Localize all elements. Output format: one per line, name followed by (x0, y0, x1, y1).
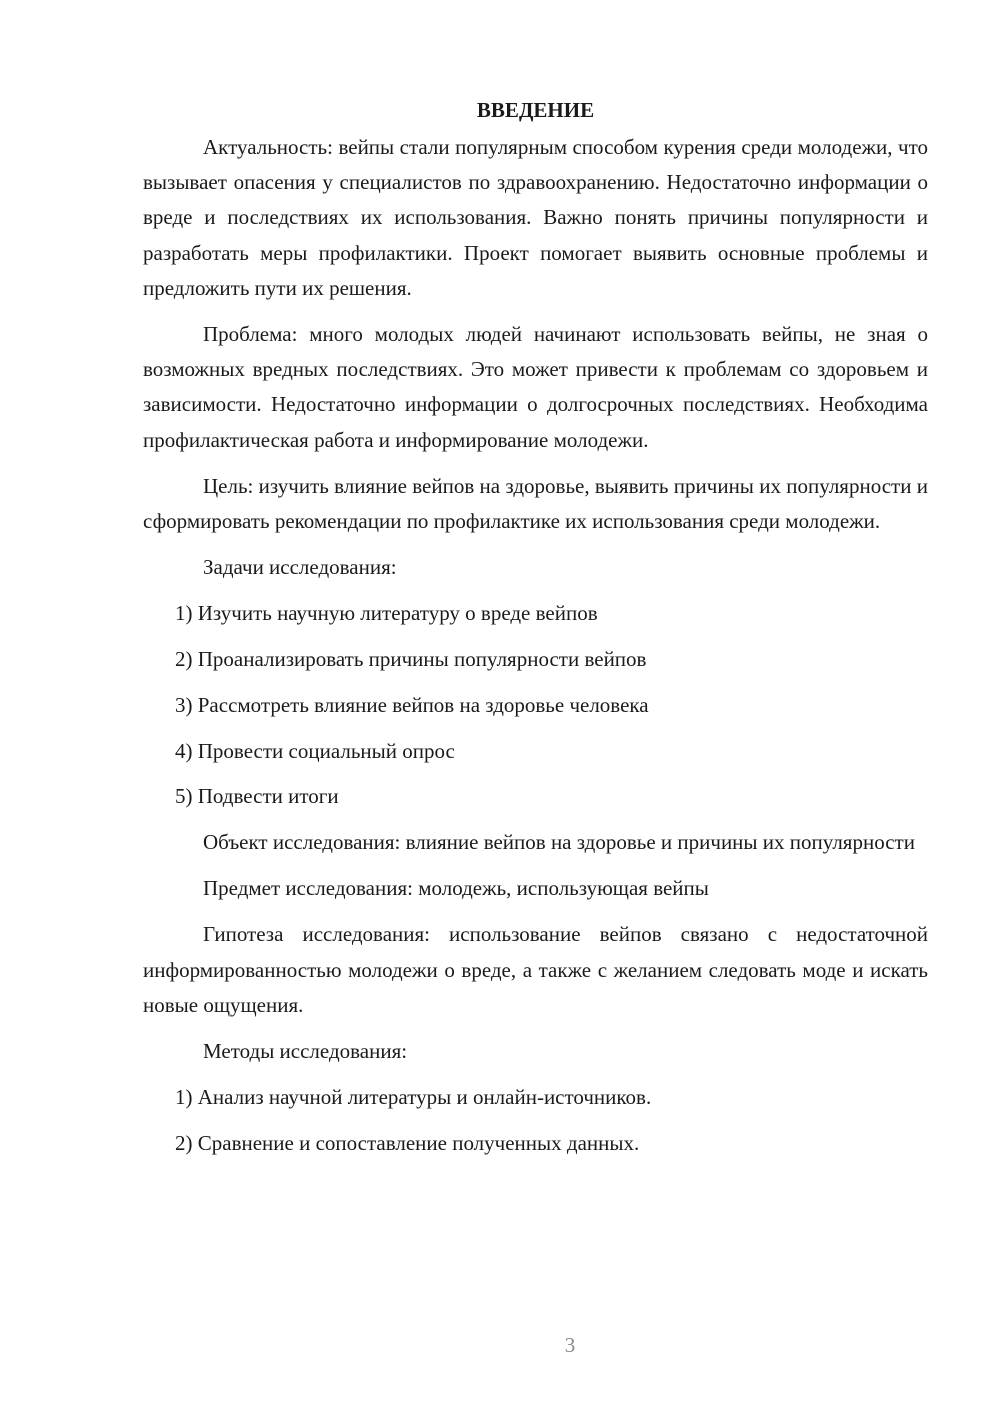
list-item: 3) Рассмотреть влияние вейпов на здоровье человека (175, 692, 649, 717)
paragraph-relevance: Актуальность: вейпы стали популярным способом курения среди молодежи, что вызывает опасения у специалистов по здравоохранению. Недостаточно информации о вреде и последствиях их использования. Важно понять причины популярности и разработать меры профилактики. Проект помогает выявить основные проблемы и предложить пути их решения. (143, 135, 928, 300)
paragraph-subject: Предмет исследования: молодежь, использующая вейпы (203, 876, 709, 901)
list-item: 1) Изучить научную литературу о вреде вейпов (175, 601, 598, 626)
methods-list (143, 1080, 928, 1161)
list-item: 1) Анализ научной литературы и онлайн-источников. (175, 1085, 652, 1110)
paragraph-goal: Цель: изучить влияние вейпов на здоровье, выявить причины их популярности и сформировать рекомендации по профилактике их использования среди молодежи. (143, 473, 928, 534)
list-item: 2) Проанализировать причины популярности вейпов (175, 647, 647, 672)
list-item: 4) Провести социальный опрос (175, 738, 455, 763)
list-item: 5) Подвести итоги (175, 784, 339, 809)
methods-heading: Методы исследования: (203, 1038, 408, 1063)
section-title: ВВЕДЕНИЕ (476, 98, 595, 122)
paragraph-object: Объект исследования: влияние вейпов на здоровье и причины их популярности (203, 829, 915, 854)
page-number: 3 (564, 1333, 576, 1357)
document-page (143, 92, 928, 1172)
tasks-heading: Задачи исследования: (203, 555, 397, 580)
paragraph-hypothesis: Гипотеза исследования: использование вейпов связано с недостаточной информированностью молодежи о вреде, а также с желанием следовать моде и искать новые ощущения. (143, 922, 928, 1017)
tasks-list (143, 596, 928, 814)
list-item: 2) Сравнение и сопоставление полученных данных. (175, 1130, 640, 1155)
paragraph-problem: Проблема: много молодых людей начинают использовать вейпы, не зная о возможных вредных последствиях. Это может привести к проблемам со здоровьем и зависимости. Недостаточно информации о долгосрочных последствиях. Необходима профилактическая работа и информирование молодежи. (143, 322, 928, 452)
